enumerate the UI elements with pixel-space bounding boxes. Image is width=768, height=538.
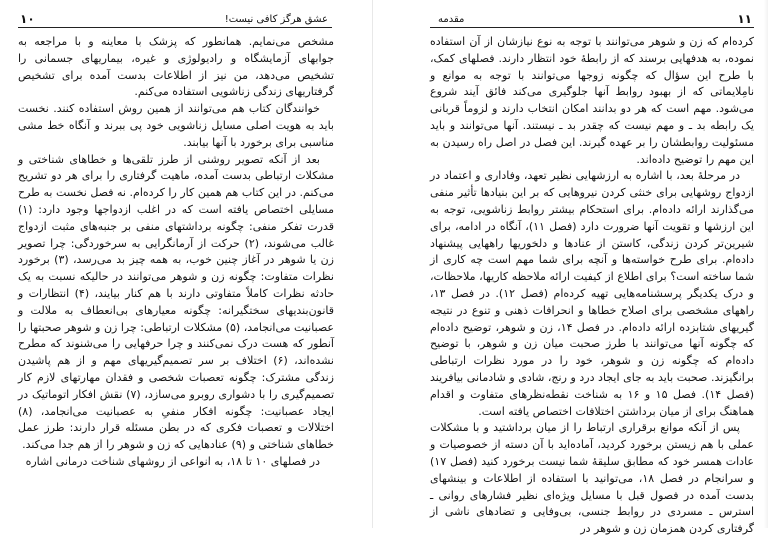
page-edge-shadow: [764, 0, 768, 528]
left-paragraph-3: بعد از آنکه تصویر روشنی از طرز تلقی‌ها و خطاهای شناختی و مشکلات ارتباطی بدست آمده، ماهیت گرفتاری را برای هر دو تشریح می‌کنم. در این کتاب هم همین کار را کرده‌ام. نه فصل نخست به طرح مسایلی اختصاص یافته است که در اغلب ازدواجها وجود دارد: (۱) قدرت تفکر منفی: چگونه برداشتهای منفی بر جنبه‌های مثبت ازدواج غالب می‌شوند، (۲) حرکت از آرمانگرایی به سرخوردگی: چرا تصویر زن یا شوهر در آغاز چنین خوب، به همه چیز بد می‌رسد، (۳) برخورد نظرات متفاوت: چگونه زن و شوهر می‌توانند در حالیکه نسبت به یک حادثه نظرات کاملاً متفاوتی دارند با هم کنار بیایند، (۴) انتظارات و قانون‌بندیهای سختگیرانه: چگونه معیارهای بی‌انعطاف به ملالت و عصبانیت می‌انجامد، (۵) مشکلات ارتباطی: چرا زن و شوهر صحبتها را آنطور که هست درک نمی‌کنند و چرا حرفهایی را می‌شنوند که مطرح نشده‌اند، (۶) اختلاف بر سر تصمیم‌گیریهای مهم و از هم پاشیدن زندگی مشترک: چگونه تعصبات شخصی و فقدان مهارتهای لازم کار تصمیم‌گیری را با دشواری روبرو می‌سازد، (۷) نقش افکار اتوماتیک در ایجاد عصبانیت: چگونه افکار منفیِ به عصبانیت می‌انجامد، (۸) اختلالات و تعصبات فکری که در بطن مسئله قرار دارند: طرز عمل خطاهای شناختی و (۹) عنادهایی که زن و شوهر را از هم جدا می‌کند.: [18, 152, 335, 452]
right-page: [400, 0, 768, 536]
left-running-title: عشق هرگز کافی نیست!: [224, 14, 328, 25]
left-paragraph-1: مشخص می‌نمایم. همانطور که پزشک با معاینه و با مراجعه به جوابهای آزمایشگاه و رادیولوژی و غیره، بیماریهای جسمانی را تشخیص می‌دهد، من نیز از اطلاعات بدست آمده برای تشخیص گرفتاریهای زندگی زناشویی استفاده می‌کنم.: [18, 35, 334, 99]
right-running-title: مقدمه: [438, 14, 465, 25]
left-page-number: ۱۰: [20, 12, 35, 26]
left-page: [0, 0, 344, 528]
left-running-head: [18, 11, 332, 28]
left-paragraph-4: در فصلهای ۱۰ تا ۱۸، به انواعی از روشهای شناخت درمانی اشاره: [25, 454, 320, 468]
right-paragraph-3: پس از آنکه موانع برقراری ارتباط را از میان برداشتید و با مشکلات عملی با هم زیستن برخورد کردید، آماده‌اید با آن دسته از خصوصیات و عادات همسر خود که مطابق سلیقهٔ شما نیست برخورد کنید (فصل ۱۷) و سرانجام در فصل ۱۸، می‌توانید با استفاده از اطلاعات و بینشهای بدست آمده در فصول قبل با مسایل ویژه‌ای نظیر فشارهای روانی ـ استرس ـ مسردی در روابط جنسی، بی‌وفایی و تضادهای ناشی از گرفتاری کردن همزمان زن و شوهر در: [430, 421, 755, 536]
right-running-head: [430, 11, 754, 28]
gutter-divider: [372, 0, 373, 528]
right-page-text: [430, 34, 755, 536]
right-page-number: ۱۱: [737, 12, 752, 26]
left-page-text: [18, 34, 334, 524]
right-paragraph-1: کرده‌ام که زن و شوهر می‌توانند با توجه به نوع نیازشان از آن استفاده نموده، به هدفهایی برسند که از رابطهٔ خود انتظار دارند. فصلهای کمک، با طرح این سؤال که چگونه زوجها می‌توانند با توجه به موانع و نامِلایماتی که از بهبود روابط آنها جلوگیری می‌کند فائق آیند شروع می‌شود. مهم است که هر دو بدانند امکان انتخاب دارند و لزوماً قربانی یک رابطه بد ـ و مهم نیست که چقدر بد ـ نیستند. آنها می‌توانند و باید مسئولیت روابطشان را بر عهده گیرند. این فصل در اصل راه رسیدن به این مهم را توضیح داده‌اند.: [430, 35, 754, 166]
right-paragraph-2: در مرحلهٔ بعد، با اشاره به ارزشهایی نظیر تعهد، وفاداری و اعتماد در ازدواج روشهایی برای خنثی کردن نیروهایی که بر این بنیادها تأثیر منفی می‌گذارند ارائه داده‌ام. برای استحکام بیشتر روابط زناشویی، توجه به این ارزشها و تقویت آنها ضرورت دارد (فصل ۱۱)، آنگاه در ادامه، برای شیرین‌تر کردن زندگی، کاستن از عنادها و دلخوریها راههایی پیشنهاد داده‌ام. برای طرح خواسته‌ها و آنچه برای شما مهم است چه کاری از شما ساخته است؟ برای اطلاع از کیفیت ارائه ملاحظه کاریها، ملاحظات، و درک یکدیگر پرسشنامه‌هایی تهیه کرده‌ام (فصل ۱۲). در فصل ۱۳، راههای مشخصی برای اصلاح خطاها و انحرافات ذهنی و تنوع در نتیجه گیریهای شتابزده ارائه داده‌ام. در فصل ۱۴، زن و شوهر، توضیح داده‌ام که چگونه آنها می‌توانند با طرز صحبت میان زن و شوهر، با توضیح داده‌ام که چگونه زن و شوهر، خود را در مورد نظرات ارتباطی برانگیزند. صحبت باید به جای ایجاد درد و رنج، شادی و شادمانی بیافریند (فصل ۱۴). فصل ۱۵ و ۱۶ به شناخت نقطه‌نظرهای متفاوت و اقدام هماهنگ برای از میان برداشتن اختلافات اختصاص یافته است.: [430, 169, 755, 418]
left-paragraph-2: خوانندگان کتاب هم می‌توانند از همین روش استفاده کنند. نخست باید به هویت اصلی مسایل زناشویی خود پی ببرند و آنگاه خط مشی مناسبی برای برخورد با آنها بیابند.: [18, 102, 334, 149]
